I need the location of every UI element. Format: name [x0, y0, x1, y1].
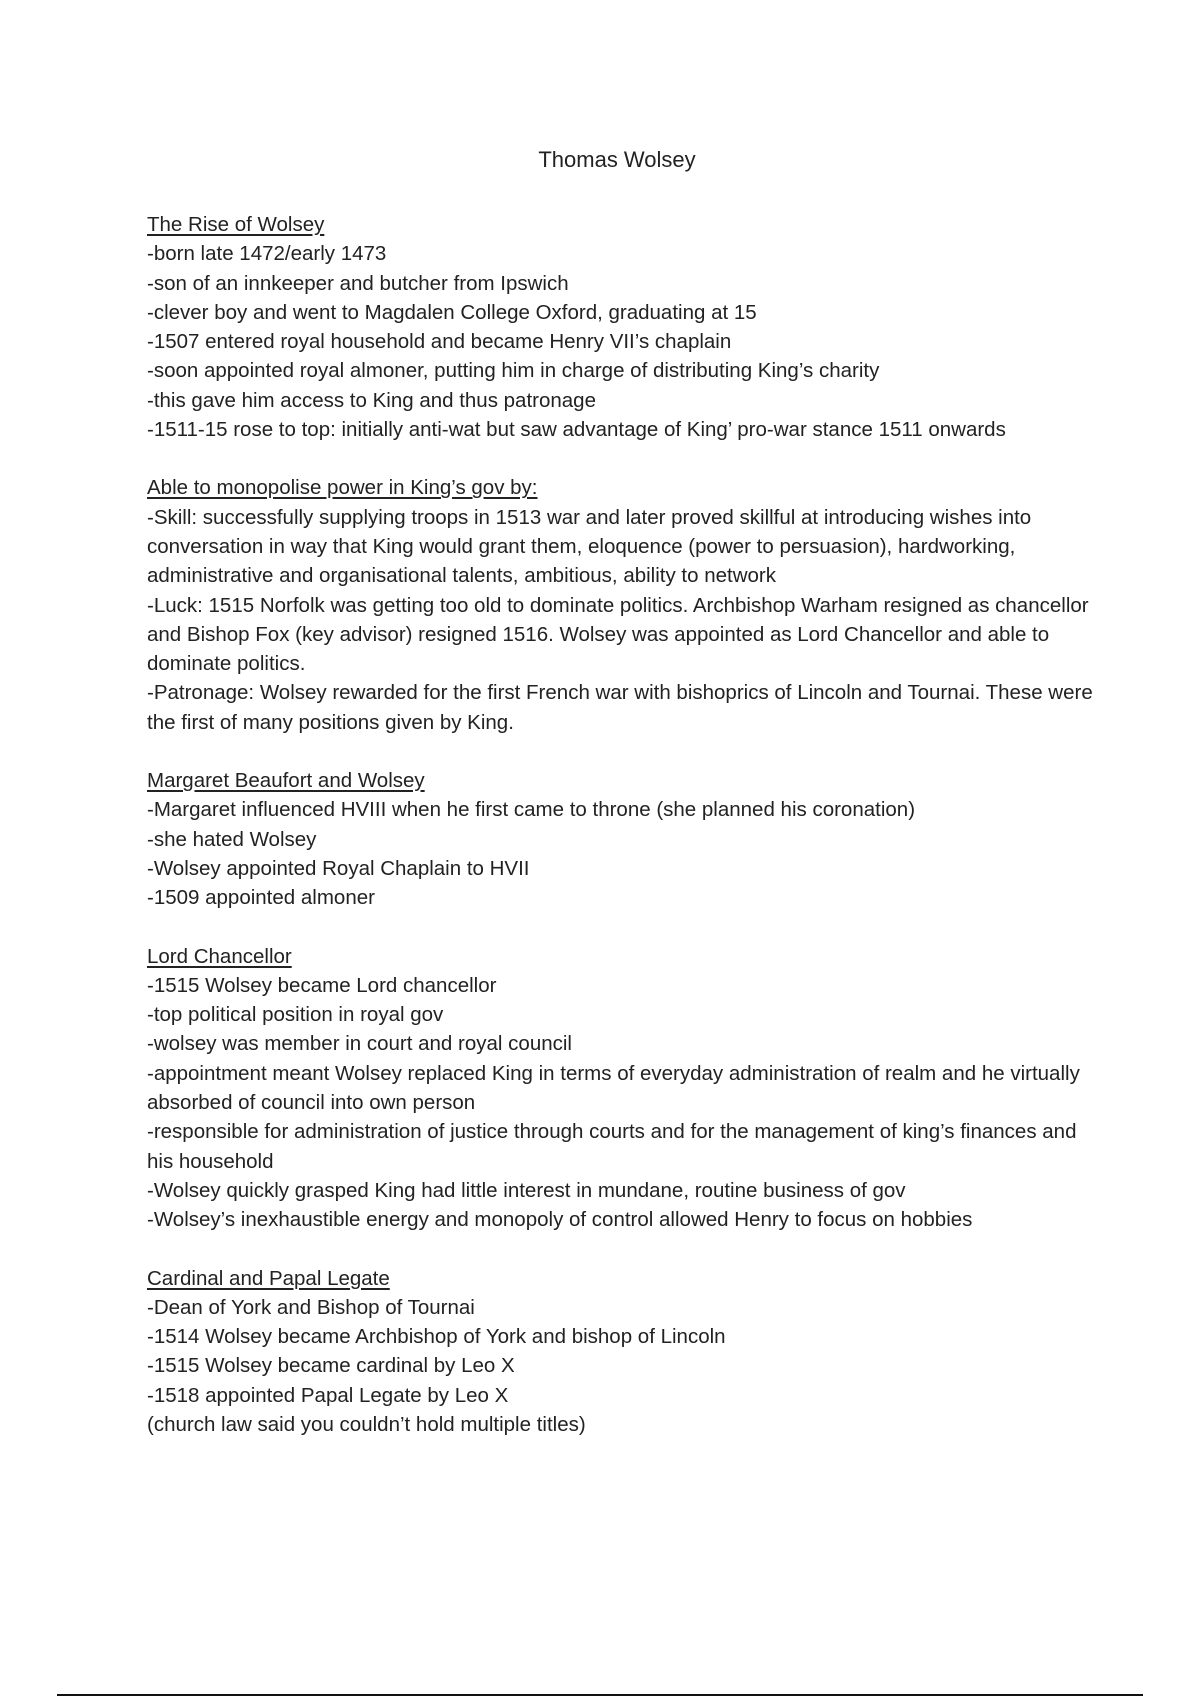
bullet-line: -Skill: successfully supplying troops in 1513 war and later proved skillful at introducing wishes into conversation in way that King would grant them, eloquence (power to persuasion), hardworking, administrative and organisational talents, ambitious, ability to network	[147, 505, 1032, 588]
bullet-line: -Wolsey appointed Royal Chaplain to HVII	[147, 856, 530, 880]
bullet-line: -1515 Wolsey became cardinal by Leo X	[147, 1354, 515, 1378]
bullet-line: -this gave him access to King and thus patronage	[147, 388, 596, 412]
bullet-line: -1514 Wolsey became Archbishop of York and bishop of Lincoln	[147, 1325, 726, 1349]
bullet-line: -soon appointed royal almoner, putting him in charge of distributing King’s charity	[147, 359, 880, 383]
bullet-line: -1509 appointed almoner	[147, 886, 375, 910]
bottom-divider	[57, 1694, 1143, 1696]
bullet-line: -son of an innkeeper and butcher from Ipswich	[147, 271, 569, 295]
bullet-line: -Dean of York and Bishop of Tournai	[147, 1295, 475, 1319]
section-margaret-beaufort	[147, 766, 1097, 912]
bullet-line: -she hated Wolsey	[147, 827, 317, 851]
bullet-line: -Luck: 1515 Norfolk was getting too old to dominate politics. Archbishop Warham resigned as chancellor and Bishop Fox (key advisor) resigned 1516. Wolsey was appointed as Lord Chancellor and able to dominate politics.	[147, 593, 1089, 676]
document-body	[147, 210, 1097, 1468]
bullet-line: -1515 Wolsey became Lord chancellor	[147, 973, 497, 997]
bullet-line: -appointment meant Wolsey replaced King in terms of everyday administration of realm and he virtually absorbed of council into own person	[147, 1061, 1080, 1115]
section-lord-chancellor	[147, 942, 1097, 1235]
section-monopolise-power	[147, 473, 1097, 737]
bullet-line: -responsible for administration of justice through courts and for the management of king’s finances and his household	[147, 1120, 1077, 1173]
section-rise-of-wolsey	[147, 210, 1097, 444]
bullet-line: (church law said you couldn’t hold multiple titles)	[147, 1412, 586, 1436]
section-heading: The Rise of Wolsey	[147, 213, 325, 236]
bullet-line: -1507 entered royal household and became Henry VII’s chaplain	[147, 330, 732, 354]
bullet-line: -wolsey was member in court and royal council	[147, 1032, 572, 1056]
bullet-line: -Margaret influenced HVIII when he first came to throne (she planned his coronation)	[147, 798, 916, 822]
section-heading: Cardinal and Papal Legate	[147, 1266, 390, 1290]
bullet-line: -Wolsey quickly grasped King had little interest in mundane, routine business of gov	[147, 1178, 906, 1202]
bullet-line: -1518 appointed Papal Legate by Leo X	[147, 1383, 509, 1407]
bullet-line: -born late 1472/early 1473	[147, 242, 387, 266]
section-heading: Margaret Beaufort and Wolsey	[147, 769, 425, 793]
bullet-line: -top political position in royal gov	[147, 1003, 444, 1027]
section-heading: Able to monopolise power in King’s gov by:	[147, 476, 538, 500]
bullet-line: -Wolsey’s inexhaustible energy and monopoly of control allowed Henry to focus on hobbies	[147, 1208, 973, 1232]
bullet-line: -1511-15 rose to top: initially anti-wat but saw advantage of King’ pro-war stance 1511 onwards	[147, 418, 1006, 442]
section-cardinal-papal-legate	[147, 1264, 1097, 1440]
document-title: Thomas Wolsey	[538, 147, 696, 172]
bullet-line: -Patronage: Wolsey rewarded for the first French war with bishoprics of Lincoln and Tournai. These were the first of many positions given by King.	[147, 681, 1093, 734]
bullet-line: -clever boy and went to Magdalen College Oxford, graduating at 15	[147, 300, 757, 324]
section-heading: Lord Chancellor	[147, 944, 292, 968]
